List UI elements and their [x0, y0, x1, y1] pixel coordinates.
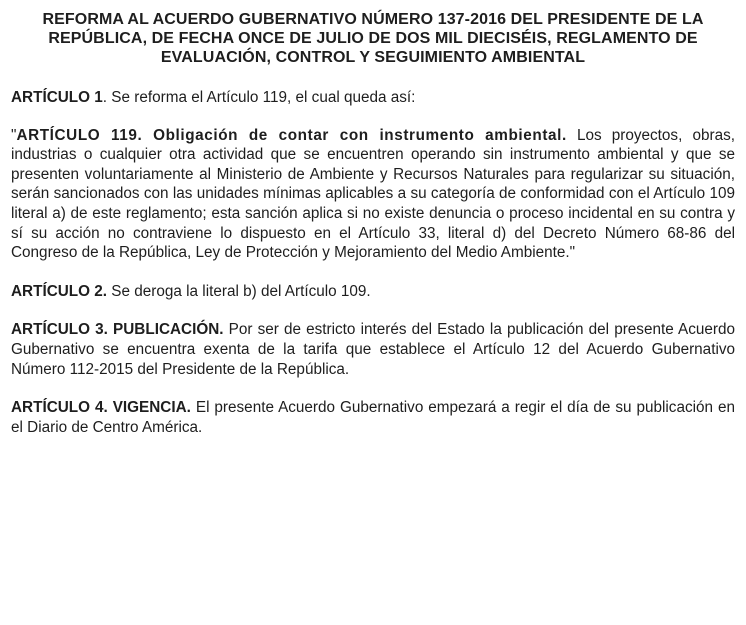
article-4	[11, 398, 735, 437]
article-3	[11, 320, 735, 379]
article-119-text: Los proyectos, obras, industrias o cualquier otra actividad que se encuentren operando sin instrumento ambiental y que se presenten voluntariamente al Ministerio de Ambiente y Recursos Naturales para regularizar su situación, serán sancionados con las unidades mínimas aplicables a su categoría de conformidad con el Artículo 109 literal a) de este reglamento; esta sanción aplica si no existe denuncia o proceso incidental en su contra y sí su acción no contraviene lo dispuesto en el Artículo 33, literal d) del Decreto Número 68-86 del Congreso de la República, Ley de Protección y Mejoramiento del Medio Ambiente."	[11, 126, 735, 262]
article-2	[11, 282, 735, 302]
article-2-text: Se deroga la literal b) del Artículo 109.	[107, 282, 371, 300]
article-119-heading: ARTÍCULO 119. Obligación de contar con instrumento ambiental.	[16, 126, 567, 144]
article-119	[11, 126, 735, 263]
article-4-heading: ARTÍCULO 4. VIGENCIA.	[11, 399, 191, 417]
article-2-heading: ARTÍCULO 2.	[11, 282, 108, 300]
article-1-heading: ARTÍCULO 1	[11, 89, 103, 106]
article-1-text: . Se reforma el Artículo 119, el cual queda así:	[102, 89, 416, 106]
article-3-text: Por ser de estricto interés del Estado la publicación del presente Acuerdo Gubernativo se encuentra exenta de la tarifa que establece el Artículo 12 del Acuerdo Gubernativo Número 112-2015 del Presidente de la República.	[11, 321, 735, 378]
article-1	[11, 88, 735, 108]
document-title: REFORMA AL ACUERDO GUBERNATIVO NÚMERO 137-2016 DEL PRESIDENTE DE LA REPÚBLICA, DE FECHA ONCE DE JULIO DE DOS MIL DIECISÉIS, REGLAMENTO DE EVALUACIÓN, CONTROL Y SEGUIMIENTO AMBIENTAL	[42, 11, 704, 66]
article-3-heading: ARTÍCULO 3. PUBLICACIÓN.	[11, 321, 224, 339]
article-4-text: El presente Acuerdo Gubernativo empezará a regir el día de su publicación en el Diario de Centro América.	[11, 399, 735, 436]
article-119-open-quote: "	[11, 126, 17, 144]
